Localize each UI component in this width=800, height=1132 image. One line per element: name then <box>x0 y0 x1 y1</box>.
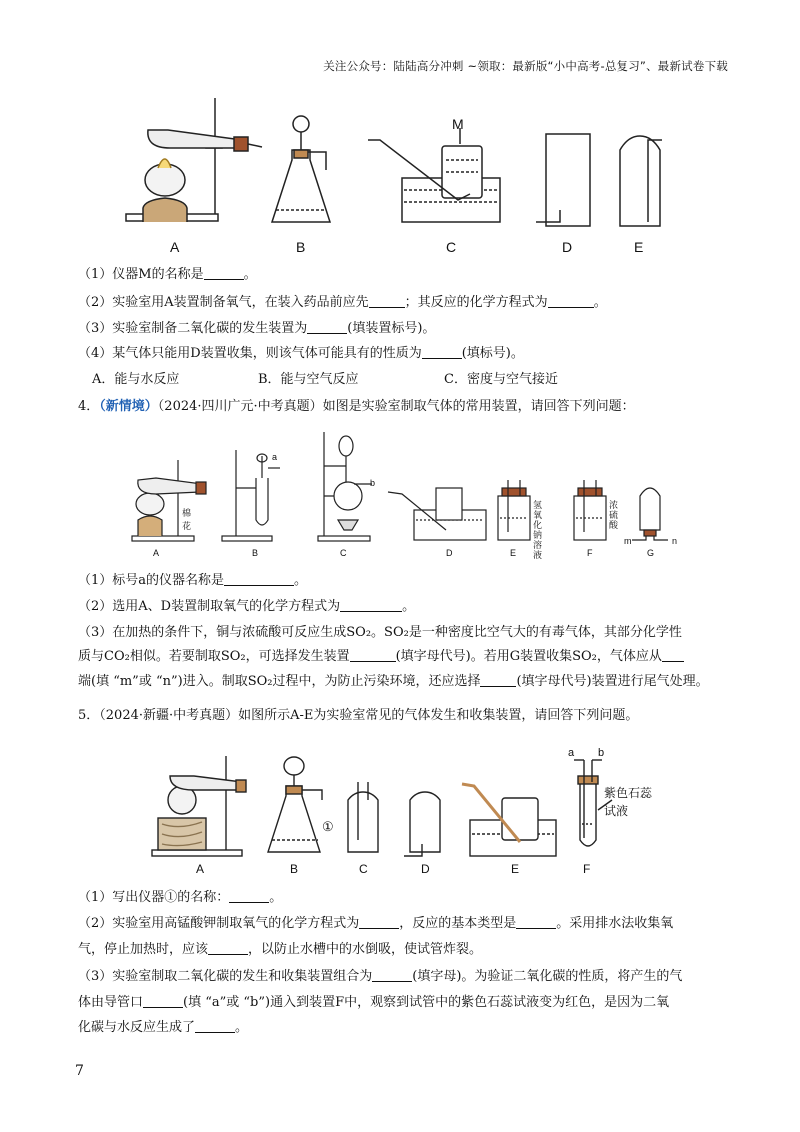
fig2-label-d: D <box>446 548 453 558</box>
q3-part2: （2）实验室用A装置制备氧气，在装入药品前应先 ；其反应的化学方程式为 。 <box>78 295 607 310</box>
q3-part1: （1）仪器M的名称是 。 <box>78 267 257 282</box>
label-m: m <box>624 536 632 546</box>
q3-option-a: A．能与水反应 <box>92 372 180 387</box>
fig3-label-e: E <box>511 862 520 876</box>
fig1-label-c: C <box>446 239 457 255</box>
q5-part3-line1: （3）实验室制取二氧化碳的发生和收集装置组合为 (填字母)。为验证二氧化碳的性质，将产生的气 <box>78 969 683 984</box>
fig1-label-m: M <box>452 116 464 132</box>
page-header: 关注公众号：陆陆高分冲刺 ~领取：最新版“小中高考-总复习”、最新试卷下载 <box>323 59 728 73</box>
page-number: 7 <box>75 1063 84 1079</box>
label-litmus: 紫色石蕊试液 <box>604 786 653 818</box>
label-cotton: 棉花 <box>182 508 192 531</box>
fig3-label-a: A <box>196 862 205 876</box>
q5-part2-line1: （2）实验室用高锰酸钾制取氧气的化学方程式为 ，反应的基本类型是 。采用排水法收集氧 <box>78 916 674 931</box>
fig2-label-b: B <box>252 548 259 558</box>
q5-apparatus-d <box>404 792 440 856</box>
fig2-label-c: C <box>340 548 347 558</box>
fig1-label-e: E <box>634 239 644 255</box>
fig2-label-e: E <box>510 548 517 558</box>
fig2-label-g: G <box>647 548 655 558</box>
q5-part3-line2: 体由导管口 (填 “a”或 “b”)通入到装置F中，观察到试管中的紫色石蕊试液变为红色，是因为二氧 <box>78 995 670 1010</box>
label-naoh: 氢氧化钠溶液 <box>533 500 543 560</box>
label-n: n <box>672 536 678 546</box>
q5-part2-line2: 气，停止加热时，应该 ，以防止水槽中的水倒吸，使试管炸裂。 <box>78 942 483 957</box>
fig1-label-d: D <box>562 239 573 255</box>
label-a: a <box>272 452 278 462</box>
label-b-tube: b <box>598 747 605 759</box>
q3-part4: （4）某气体只能用D装置收集，则该气体可能具有的性质为 (填标号)。 <box>78 346 524 361</box>
q4-part2: （2）选用A、D装置制取氧气的化学方程式为 。 <box>78 599 416 614</box>
q5-heading: 5．（2024·新疆·中考真题）如图所示A-E为实验室常见的气体发生和收集装置，请回答下列问题。 <box>78 708 639 723</box>
q5-apparatus-c <box>348 782 378 852</box>
fig2-label-a: A <box>153 548 160 558</box>
fig1-label-a: A <box>170 239 180 255</box>
fig3-label-d: D <box>421 862 430 876</box>
label-circle-1: ① <box>322 819 334 834</box>
q3-part3: （3）实验室制备二氧化碳的发生装置为 (填装置标号)。 <box>78 321 436 336</box>
q4-part3-line1: （3）在加热的条件下，铜与浓硫酸可反应生成SO₂。SO₂是一种密度比空气大的有毒气体，其部分化学性 <box>78 625 682 640</box>
q5-apparatus-b <box>268 757 322 852</box>
fig3-label-c: C <box>359 862 368 876</box>
q4-part1: （1）标号a的仪器名称是 。 <box>78 573 308 588</box>
q5-apparatus-a <box>152 756 246 856</box>
fig3-label-b: B <box>290 862 299 876</box>
label-acid: 浓硫酸 <box>609 500 619 530</box>
q5-part1: （1）写出仪器①的名称： 。 <box>78 890 283 905</box>
q4-part3-line2: 质与CO₂相似。若要制取SO₂，可选择发生装置 (填字母代号)。若用G装置收集SO₂，气体应从 <box>78 645 684 664</box>
label-a-tube: a <box>568 747 575 759</box>
q5-apparatus-e <box>462 784 556 856</box>
q4-heading: 4．（新情境）（2024·四川广元·中考真题）如图是实验室制取气体的常用装置，请回答下列问题： <box>78 399 635 414</box>
fig2-label-f: F <box>587 548 593 558</box>
q5-part3-line3: 化碳与水反应生成了 。 <box>78 1020 249 1035</box>
fig3-label-f: F <box>583 862 591 876</box>
fig1-label-b: B <box>296 239 306 255</box>
label-b: b <box>370 478 376 488</box>
q3-option-c: C．密度与空气接近 <box>444 372 558 387</box>
q4-part3-line3: 端(填 “m”或 “n”)进入。制取SO₂过程中，为防止污染环境，还应选择 (填字母代号)装置进行尾气处理。 <box>78 674 709 689</box>
q3-option-b: B．能与空气反应 <box>258 372 359 387</box>
